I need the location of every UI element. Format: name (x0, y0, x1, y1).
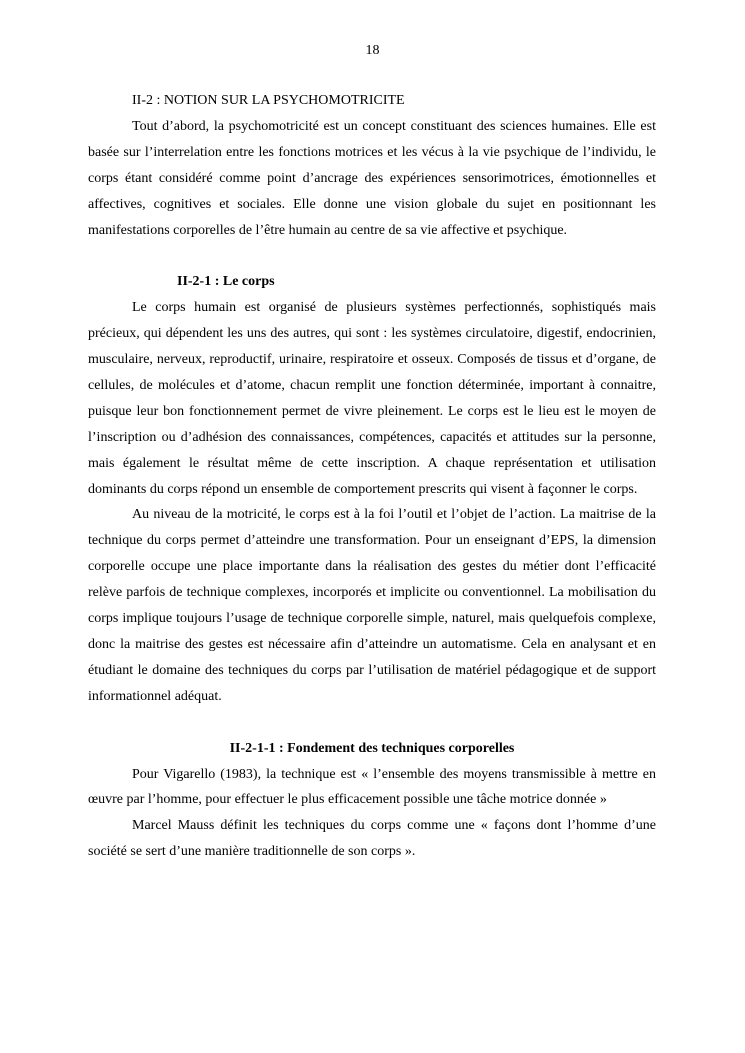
subsection-title: II-2-1 : Le corps (177, 274, 275, 290)
section-title: II-2 : NOTION SUR LA PSYCHOMOTRICITE (132, 93, 405, 108)
page-number: 18 (365, 43, 380, 58)
subsubsection-paragraph: Marcel Mauss définit les techniques du corps comme une « façons dont l’homme d’une société se sert d’une manière traditionnelle de son corps ». (88, 818, 656, 860)
section-paragraph: Tout d’abord, la psychomotricité est un concept constituant des sciences humaines. Elle est basée sur l’interrelation entre les fonctions motrices et les vécus à la vie psychique de l’individu, le corps étant considéré comme point d’ancrage des expériences sensorimotrices, émotionnelles et affectives, cognitives et sociales. Elle donne une vision globale du sujet en positionnant les manifestations corporelles de l’être humain au centre de sa vie affective et psychique. (88, 118, 656, 238)
subsection-paragraph: Au niveau de la motricité, le corps est à la foi l’outil et l’objet de l’action. La maitrise de la technique du corps permet d’atteindre une transformation. Pour un enseignant d’EPS, la dimension corporelle occupe une place importante dans la réalisation des gestes du métier dont l’efficacité relève parfois de technique complexes, incorporés et implicite ou conventionnel. La mobilisation du corps implique toujours l’usage de technique corporelle simple, naturel, mais quelquefois complexe, donc la maitrise des gestes est nécessaire afin d’atteindre un automatisme. Cela en analysant et en étudiant le domaine des techniques du corps par l’utilisation de matériel pédagogique et de support informationnel adéquat. (88, 507, 656, 704)
subsection-paragraph: Le corps humain est organisé de plusieurs systèmes perfectionnés, sophistiqués mais précieux, qui dépendent les uns des autres, qui sont : les systèmes circulatoire, digestif, endocrinien, musculaire, nerveux, reproductif, urinaire, respiratoire et osseux. Composés de tissus et d’organe, de cellules, de molécules et d’atome, chacun remplit une fonction déterminée, important à connaitre, puisque leur bon fonctionnement permet de vivre pleinement. Le corps est le lieu est le moyen de l’inscription ou d’adhésion des connaissances, compétences, capacités et attitudes sur la personne, mais également le résultat même de cette inscription. A chaque représentation et utilisation dominants du corps répond un ensemble de comportement prescrits qui visent à façonner le corps. (88, 300, 656, 497)
subsubsection-paragraph: Pour Vigarello (1983), la technique est « l’ensemble des moyens transmissible à mettre en œuvre par l’homme, pour effectuer le plus efficacement possible une tâche motrice donnée » (88, 766, 656, 808)
page-content (88, 88, 656, 865)
subsubsection-title: II-2-1-1 : Fondement des techniques corporelles (229, 740, 515, 756)
